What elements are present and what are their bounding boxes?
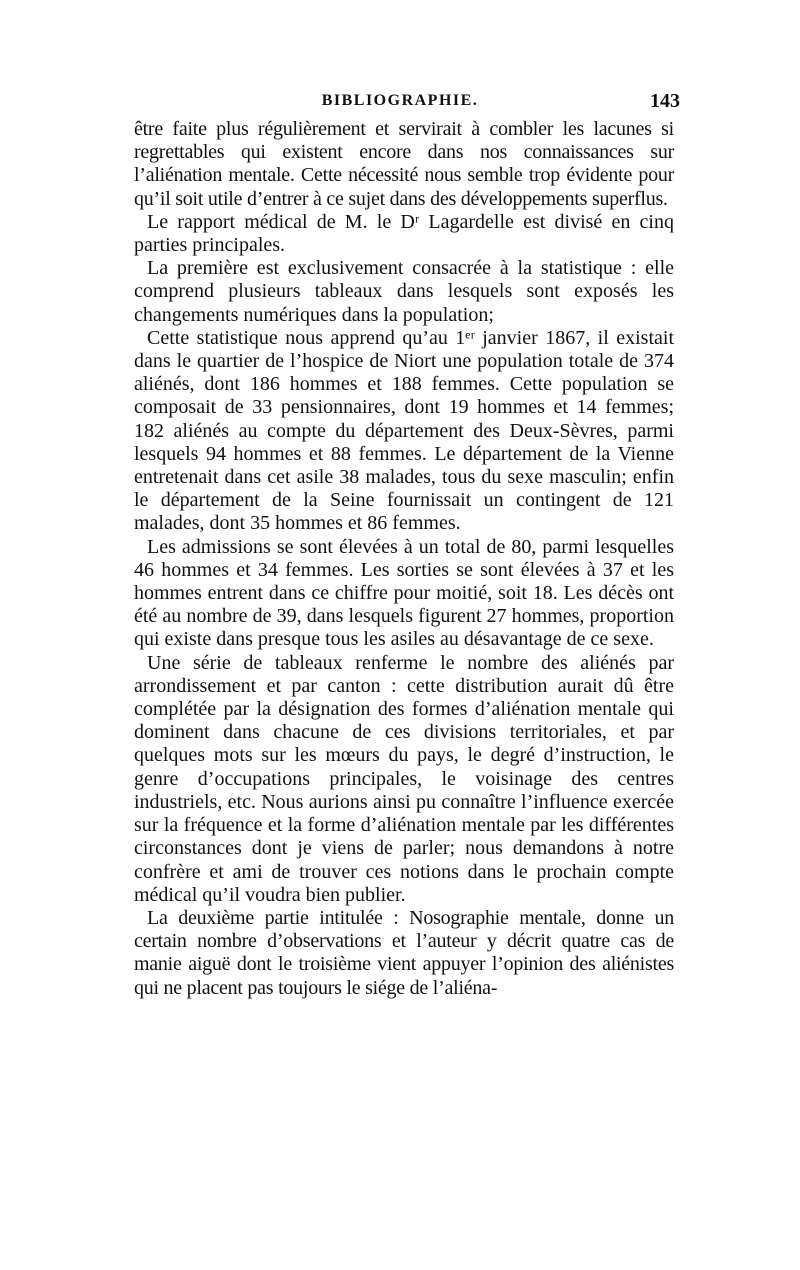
running-title: BIBLIOGRAPHIE. — [321, 92, 479, 109]
body-text — [134, 118, 674, 1000]
paragraph-4: Cette statistique nous apprend qu’au 1ᵉʳ janvier 1867, il existait dans le quartier de l’hospice de Niort une population totale de 374 aliénés, dont 186 hommes et 188 femmes. Cette population se composait de 33 pensionnaires, dont 19 hommes et 14 femmes; 182 aliénés au compte du département des Deux-Sèvres, parmi lesquels 94 hommes et 88 femmes. Le département de la Vienne entretenait dans cet asile 38 malades, tous du sexe masculin; enfin le département de la Seine fournissait un contingent de 121 malades, dont 35 hommes et 86 femmes. — [134, 326, 674, 535]
page-number: 143 — [650, 90, 680, 112]
paragraph-3: La première est exclusivement consacrée à la statistique : elle comprend plusieurs tableaux dans lesquels sont exposés les changements numériques dans la population; — [134, 257, 674, 326]
paragraph-5: Les admissions se sont élevées à un total de 80, parmi lesquelles 46 hommes et 34 femmes. Les sorties se sont élevées à 37 et les hommes entrent dans ce chiffre pour moitié, soit 18. Les décès ont été au nombre de 39, dans lesquels figurent 27 hommes, proportion qui existe dans presque tous les asiles au désavantage de ce sexe. — [134, 535, 674, 651]
paragraph-6: Une série de tableaux renferme le nombre des aliénés par arrondissement et par canton : cette distribution aurait dû être complétée par la désignation des formes d’aliénation mentale qui dominent dans chacune de ces divisions territoriales, et par quelques mots sur les mœurs du pays, le degré d’instruction, le genre d’occupations principales, le voisinage des centres industriels, etc. Nous aurions ainsi pu connaître l’influence exercée sur la fréquence et la forme d’aliénation mentale par les différentes circonstances dont je viens de parler; nous demandons à notre confrère et ami de trouver ces notions dans le prochain compte médical qu’il voudra bien publier. — [134, 651, 674, 906]
paragraph-7: La deuxième partie intitulée : Nosographie mentale, donne un certain nombre d’observations et l’auteur y décrit quatre cas de manie aiguë dont le troisième vient appuyer l’opinion des aliénistes qui ne placent pas toujours le siége de l’aliéna- — [134, 906, 674, 999]
paragraph-1: être faite plus régulièrement et servirait à combler les lacunes si regrettables qui existent encore dans nos connaissances sur l’aliénation mentale. Cette nécessité nous semble trop évidente pour qu’il soit utile d’entrer à ce sujet dans des développements superflus. — [134, 118, 674, 210]
paragraph-2: Le rapport médical de M. le Dʳ Lagardelle est divisé en cinq parties principales. — [134, 210, 674, 257]
